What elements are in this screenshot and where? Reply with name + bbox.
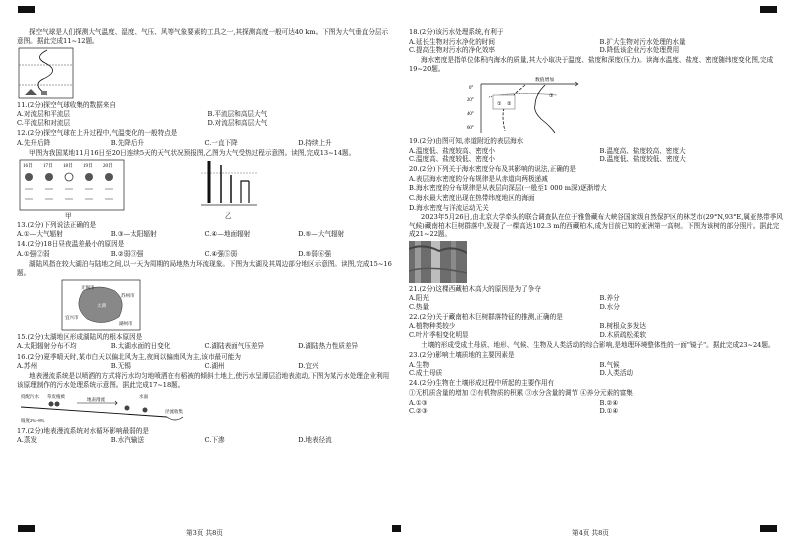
options-13	[17, 230, 392, 239]
option[interactable]: B.养分	[599, 294, 620, 303]
cloud-icon	[25, 173, 33, 181]
option[interactable]: C.热量	[409, 302, 430, 311]
overland-flow-figure	[17, 391, 217, 425]
option[interactable]: D.人类活动	[599, 369, 634, 378]
chart-title: 数值增加	[535, 77, 555, 83]
option[interactable]: B.太湖水面的日变化	[110, 342, 171, 351]
option[interactable]: C.提高生物对污水的净化效率	[409, 46, 496, 55]
options-23	[409, 361, 784, 378]
options-11	[17, 110, 392, 127]
question-14: 14.(2分)18日昼夜温差最小的原因是	[17, 240, 125, 249]
option[interactable]: D.降低该企业污水处理费用	[599, 46, 680, 55]
intro-15-16: 湖陆风指在较大湖泊与陆地之间,以一天为周期的局地热力环流现象。下图为太湖及其周边部分地区示意图。读图,完成15~16题。	[17, 260, 392, 277]
option[interactable]: D.持续上升	[298, 138, 332, 147]
map-label: 苏州市	[121, 292, 135, 298]
option[interactable]: B.无锡	[110, 362, 131, 371]
map-label: 太湖	[97, 302, 106, 308]
option[interactable]: B.树根众多发达	[599, 322, 647, 331]
option[interactable]: D.对流层和高层大气	[207, 118, 268, 127]
question-24: 24.(2分)生物在土壤形成过程中所起的主要作用有	[409, 379, 555, 388]
flow-label: 水面	[139, 393, 148, 399]
figure-label-jia: 甲	[65, 211, 72, 220]
question-23: 23.(2分)影响土壤质地的主要因素是	[409, 351, 515, 360]
option[interactable]: A.温度低、盐度较高、密度小	[409, 146, 495, 155]
option[interactable]: A.苏州	[17, 362, 38, 371]
intro-17-18: 地表漫流系统是以喷洒的方式将污水均匀地喷洒在有稻被的倾斜土地上,使污水呈薄层沿地表流动,下图为某污水处理企业利用该原理制作的污水处理系统示意图。据此完成17~18题。	[17, 372, 390, 389]
question-16: 16.(2分)夏季晴天时,某市白天以偏北风为主,夜间以偏南风为主,该市最可能为	[17, 352, 241, 361]
option[interactable]: B.扩大生物对污水处理的水量	[599, 37, 686, 46]
option[interactable]: A.①—大气辐射	[17, 230, 63, 239]
map-label: 无锡市	[81, 284, 95, 290]
weather-figures	[17, 159, 392, 221]
date-label: 16日	[23, 163, 34, 169]
lat-label: 40°	[467, 111, 474, 117]
option[interactable]: B.海水密度的分布规律是从表层向深层(一般至1 000 m深)逐渐增大	[409, 184, 607, 193]
option[interactable]: A.表层海水密度的分布规律是从赤道向两极递减	[409, 174, 548, 183]
options-18	[409, 38, 784, 55]
intro-11-12: 探空气球是人们探测大气温度、湿度、气压、风等气象要素的工具之一,其探测高度一般可达40 km。下图为大气垂直分层示意图。据此完成11~12题。	[17, 28, 389, 45]
page-footer-right: 第4页 共8页	[572, 529, 609, 537]
map-label: 宜兴市	[65, 314, 79, 320]
option[interactable]: C.平流层和对流层	[17, 118, 71, 127]
option[interactable]: A.对流层和平流层	[17, 110, 71, 119]
seawater-properties-figure	[465, 75, 585, 135]
corner-mark	[18, 6, 35, 13]
question-22: 22.(2分)关于藏南柏木巨树群落特征的推测,正确的是	[409, 312, 563, 321]
options-12	[17, 139, 392, 148]
option[interactable]: D.海水密度与洋流运动无关	[409, 203, 489, 212]
option[interactable]: A.生物	[409, 360, 430, 369]
question-12: 12.(2分)探空气球在上升过程中,气温变化的一般特点是	[17, 128, 178, 137]
circle-label: ②	[507, 101, 512, 107]
option[interactable]: D.地表径流	[298, 436, 332, 445]
date-label: 17日	[43, 163, 54, 169]
question-21: 21.(2分)这棵西藏柏木高大的原因是为了争夺	[409, 284, 541, 293]
flow-label: 坡度2%~8%	[21, 417, 45, 423]
option[interactable]: C.海水最大密度出现在热带纬度地区的海面	[409, 194, 535, 203]
option[interactable]: A.阳光	[409, 294, 430, 303]
option[interactable]: D.⑤—大气辐射	[298, 230, 345, 239]
date-label: 19日	[83, 163, 94, 169]
option[interactable]: C.叶片季相变化明显	[409, 330, 469, 339]
option[interactable]: D.水分	[599, 302, 620, 311]
option[interactable]: C.②③	[409, 407, 428, 416]
option[interactable]: A.太阳辐射分布不均	[17, 342, 77, 351]
option[interactable]: B.先降后升	[110, 138, 145, 147]
question-20: 20.(2分)下列关于海水密度分布及其影响的说法,正确的是	[409, 165, 576, 174]
cloud-icon	[105, 173, 113, 181]
option[interactable]: C.湖州	[204, 362, 225, 371]
option[interactable]: D.⑤弱⑥强	[298, 250, 332, 259]
lat-label: 0°	[469, 85, 474, 91]
option[interactable]: D.宜兴	[298, 362, 319, 371]
intro-19-20: 海水密度是指单位体积内海水的质量,其大小取决于温度、盐度和深度(压力)。读海水温度、盐度、密度随纬度变化图,完成19~20题。	[409, 56, 774, 73]
date-label: 20日	[103, 163, 114, 169]
option[interactable]: A.①强②弱	[17, 250, 50, 259]
flow-label: 投配污水	[21, 393, 39, 399]
cloud-icon	[45, 173, 53, 181]
option[interactable]: A.先升后降	[17, 138, 51, 147]
page-footer-left: 第3页 共8页	[186, 529, 223, 537]
option[interactable]: C.湖陆表面气压差异	[204, 342, 265, 351]
option[interactable]: A.蒸发	[17, 436, 38, 445]
option[interactable]: B.温度高、盐度较高、密度大	[599, 146, 686, 155]
corner-mark	[18, 525, 35, 532]
circle-label: ①	[497, 101, 502, 107]
corner-mark	[760, 6, 777, 13]
option[interactable]: D.木质疏松柔软	[599, 330, 647, 339]
atmosphere-layers-figure	[17, 47, 77, 99]
corner-mark	[760, 525, 777, 532]
option[interactable]: C.一直下降	[204, 138, 238, 147]
map-label: 湖州市	[119, 320, 133, 326]
options-22	[409, 322, 784, 339]
center-mark	[392, 525, 401, 532]
flow-label: 草皮植被	[47, 393, 65, 399]
cypress-tree-photo	[409, 241, 467, 283]
question-18: 18.(2分)该污水处理系统,有利于	[409, 28, 504, 36]
option[interactable]: D.湖陆热力性质差异	[298, 342, 359, 351]
options-21	[409, 294, 784, 311]
question-17: 17.(2分)地表漫流系统对水循环影响最弱的是	[17, 426, 149, 435]
heating-process-figure	[199, 159, 259, 211]
question-24-items: ①无机质含量的增加 ②有机物质的积累 ③水分含量的调节 ④养分元素的富集	[409, 389, 633, 398]
option[interactable]: B.③—太阳辐射	[110, 230, 157, 239]
question-13: 13.(2分)下列说法正确的是	[17, 220, 97, 229]
option[interactable]: B.水汽输送	[110, 436, 145, 445]
option[interactable]: A.延长生物对污水净化的时间	[409, 37, 495, 46]
lat-label: 60°	[467, 125, 474, 131]
option[interactable]: B.②弱③强	[110, 250, 144, 259]
question-11: 11.(2分)探空气球收集的数据来自	[17, 100, 116, 109]
sun-icon	[65, 173, 73, 181]
intro-23-24: 土壤的形成受成土母质、地形、气候、生物及人类活动的综合影响,是地理环境整体性的一面"镜子"。据此完成23~24题。	[421, 341, 775, 350]
option[interactable]: C.④强⑤弱	[204, 250, 238, 259]
option[interactable]: D.①④	[599, 407, 619, 416]
cloud-icon	[85, 173, 93, 181]
option[interactable]: C.温度高、盐度较低、密度小	[409, 155, 496, 164]
flow-label: 径流收集	[165, 408, 183, 414]
flow-label: 地表漫流	[87, 396, 105, 402]
options-14	[17, 250, 392, 259]
right-column	[409, 28, 784, 417]
intro-21-22: 2023年5月26日,由北京大学牵头的联合调查队在位于雅鲁藏布大峡谷国家级自然保护区的林芝市(29°N,93°E,属亚热带季风气候)藏南柏木巨树群落中,发现了一棵高达102.3 m的西藏柏木,成为目前已知的亚洲第一高树。下图为该树的部分照片。据此完成21~22题。	[409, 213, 783, 239]
option[interactable]: C.④—地面辐射	[204, 230, 251, 239]
options-19	[409, 147, 784, 164]
question-19: 19.(2分)由图可知,赤道附近的表层海水	[409, 136, 524, 145]
options-16	[17, 362, 392, 371]
left-column	[17, 28, 392, 447]
option[interactable]: A.植物种类较少	[409, 322, 456, 331]
option[interactable]: B.②④	[599, 398, 619, 407]
option[interactable]: B.气候	[599, 360, 620, 369]
circle-label: ③	[549, 93, 554, 99]
options-15	[17, 342, 392, 351]
intro-13-14: 甲图为我国某地11月16日至20日连续5天的天气状况预报图,乙图为大气受热过程示意图。读图,完成13~14题。	[29, 148, 356, 157]
figure-label-yi: 乙	[225, 211, 232, 220]
option[interactable]: B.平流层和高层大气	[207, 110, 268, 119]
option[interactable]: C.下渗	[204, 436, 225, 445]
weather-forecast-figure	[19, 159, 127, 211]
question-15: 15.(2分)太湖地区形成湖陆风的根本原因是	[17, 332, 143, 341]
option[interactable]: D.温度低、盐度较低、密度大	[599, 155, 686, 164]
option[interactable]: A.①③	[409, 398, 428, 407]
options-17	[17, 436, 392, 445]
options-24	[409, 399, 784, 416]
date-label: 18日	[63, 163, 74, 169]
taihu-map-figure	[61, 279, 141, 331]
option[interactable]: C.成土母质	[409, 369, 443, 378]
lat-label: 20°	[467, 97, 474, 103]
